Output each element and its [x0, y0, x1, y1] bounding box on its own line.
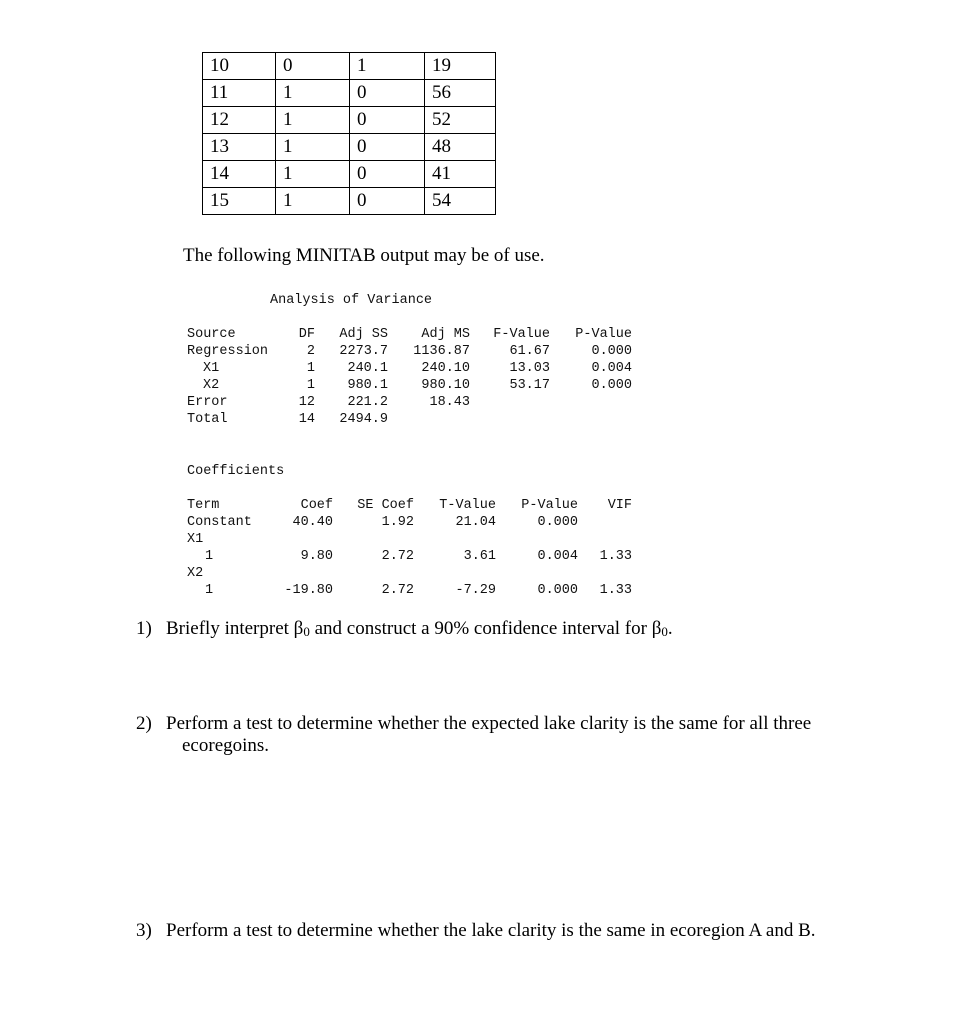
coef-cell: 9.80	[300, 549, 333, 564]
anova-cell: 1	[306, 361, 315, 376]
coef-cell: 2.72	[381, 549, 414, 564]
question-number: 3)	[136, 920, 152, 941]
anova-cell: 1136.87	[413, 344, 470, 359]
anova-cell: 0.000	[591, 378, 632, 393]
table-cell: 12	[203, 107, 276, 134]
coef-header-row	[0, 497, 966, 514]
anova-header: Source	[187, 327, 236, 342]
table-cell: 14	[203, 161, 276, 188]
table-row	[203, 107, 496, 134]
question-3	[136, 920, 936, 944]
anova-cell: 13.03	[509, 361, 550, 376]
coef-header: Coef	[300, 498, 333, 513]
coef-header: Term	[187, 498, 220, 513]
coef-cell: 1.92	[381, 515, 414, 530]
table-cell: 52	[425, 107, 496, 134]
table-row	[203, 161, 496, 188]
table-cell: 0	[350, 134, 425, 161]
coef-header: T-Value	[439, 498, 496, 513]
question-text-part: and construct a 90% confidence interval for β	[309, 618, 662, 639]
table-cell: 48	[425, 134, 496, 161]
table-cell: 1	[350, 53, 425, 80]
anova-cell: 0.004	[591, 361, 632, 376]
anova-source: Regression	[187, 344, 269, 359]
coef-cell: 0.004	[537, 549, 578, 564]
table-row	[0, 514, 966, 531]
anova-source: Error	[187, 395, 228, 410]
coef-cell: 0.000	[537, 583, 578, 598]
table-cell: 1	[276, 107, 350, 134]
anova-header: F-Value	[493, 327, 550, 342]
coef-term: 1	[205, 583, 214, 598]
anova-cell: 2	[306, 344, 315, 359]
question-text-line: ecoregoins.	[182, 735, 270, 756]
table-cell: 11	[203, 80, 276, 107]
table-cell: 56	[425, 80, 496, 107]
table-row	[0, 343, 966, 360]
anova-cell: 2273.7	[339, 344, 388, 359]
anova-cell: 240.1	[347, 361, 388, 376]
table-row	[0, 394, 966, 411]
table-cell: 0	[276, 53, 350, 80]
anova-header: DF	[298, 327, 315, 342]
table-cell: 0	[350, 188, 425, 215]
table-cell: 54	[425, 188, 496, 215]
anova-header: Adj SS	[339, 327, 388, 342]
table-cell: 41	[425, 161, 496, 188]
coef-cell: 40.40	[292, 515, 333, 530]
table-row	[0, 377, 966, 394]
question-text-line: Perform a test to determine whether the expected lake clarity is the same for all three	[166, 713, 812, 734]
coef-cell: 1.33	[599, 583, 632, 598]
table-cell: 1	[276, 161, 350, 188]
anova-cell: 18.43	[429, 395, 470, 410]
question-text-part: .	[667, 618, 673, 639]
table-row	[203, 188, 496, 215]
question-number: 2)	[136, 713, 152, 734]
table-row	[0, 582, 966, 599]
anova-cell: 2494.9	[339, 412, 388, 427]
anova-cell: 980.1	[347, 378, 388, 393]
table-cell: 15	[203, 188, 276, 215]
table-row	[203, 134, 496, 161]
question-text-part: Briefly interpret β	[166, 618, 304, 639]
anova-source: X1	[203, 361, 220, 376]
subscript: 0	[303, 624, 310, 639]
coef-header: SE Coef	[357, 498, 414, 513]
table-row	[0, 411, 966, 428]
question-text	[166, 618, 673, 643]
coef-header: P-Value	[521, 498, 578, 513]
coef-header: VIF	[607, 498, 632, 513]
subscript: 0	[661, 624, 668, 639]
table-cell: 1	[276, 188, 350, 215]
table-cell: 10	[203, 53, 276, 80]
coef-term: Constant	[187, 515, 252, 530]
coefficients-title: Coefficients	[187, 464, 285, 479]
table-row	[203, 80, 496, 107]
table-cell: 0	[350, 107, 425, 134]
coef-cell: -7.29	[455, 583, 496, 598]
coef-cell: 3.61	[463, 549, 496, 564]
coef-term: X1	[187, 532, 204, 547]
table-cell: 0	[350, 80, 425, 107]
anova-cell: 240.10	[421, 361, 470, 376]
coef-cell: 1.33	[599, 549, 632, 564]
intro-text: The following MINITAB output may be of use.	[183, 245, 545, 266]
question-text: Perform a test to determine whether the lake clarity is the same in ecoregion A and B.	[166, 920, 816, 941]
table-row	[0, 565, 966, 582]
anova-header: Adj MS	[421, 327, 470, 342]
question-2	[136, 713, 936, 761]
table-cell: 1	[276, 134, 350, 161]
anova-cell: 221.2	[347, 395, 388, 410]
coef-cell: -19.80	[284, 583, 333, 598]
anova-cell: 61.67	[509, 344, 550, 359]
table-cell: 1	[276, 80, 350, 107]
data-table	[202, 52, 496, 215]
anova-cell: 12	[298, 395, 315, 410]
table-row	[0, 531, 966, 548]
table-cell: 0	[350, 161, 425, 188]
anova-cell: 0.000	[591, 344, 632, 359]
table-row	[0, 548, 966, 565]
anova-title: Analysis of Variance	[270, 293, 433, 308]
coef-cell: 0.000	[537, 515, 578, 530]
table-row	[203, 53, 496, 80]
anova-header-row	[0, 326, 966, 343]
table-cell: 13	[203, 134, 276, 161]
anova-cell: 980.10	[421, 378, 470, 393]
coef-term: 1	[205, 549, 214, 564]
question-1	[136, 618, 936, 642]
anova-cell: 53.17	[509, 378, 550, 393]
question-number: 1)	[136, 618, 152, 639]
coef-term: X2	[187, 566, 204, 581]
anova-source: Total	[187, 412, 228, 427]
anova-header: P-Value	[575, 327, 632, 342]
coef-cell: 2.72	[381, 583, 414, 598]
anova-cell: 1	[306, 378, 315, 393]
anova-source: X2	[203, 378, 220, 393]
coef-cell: 21.04	[455, 515, 496, 530]
anova-cell: 14	[298, 412, 315, 427]
table-cell: 19	[425, 53, 496, 80]
table-row	[0, 360, 966, 377]
